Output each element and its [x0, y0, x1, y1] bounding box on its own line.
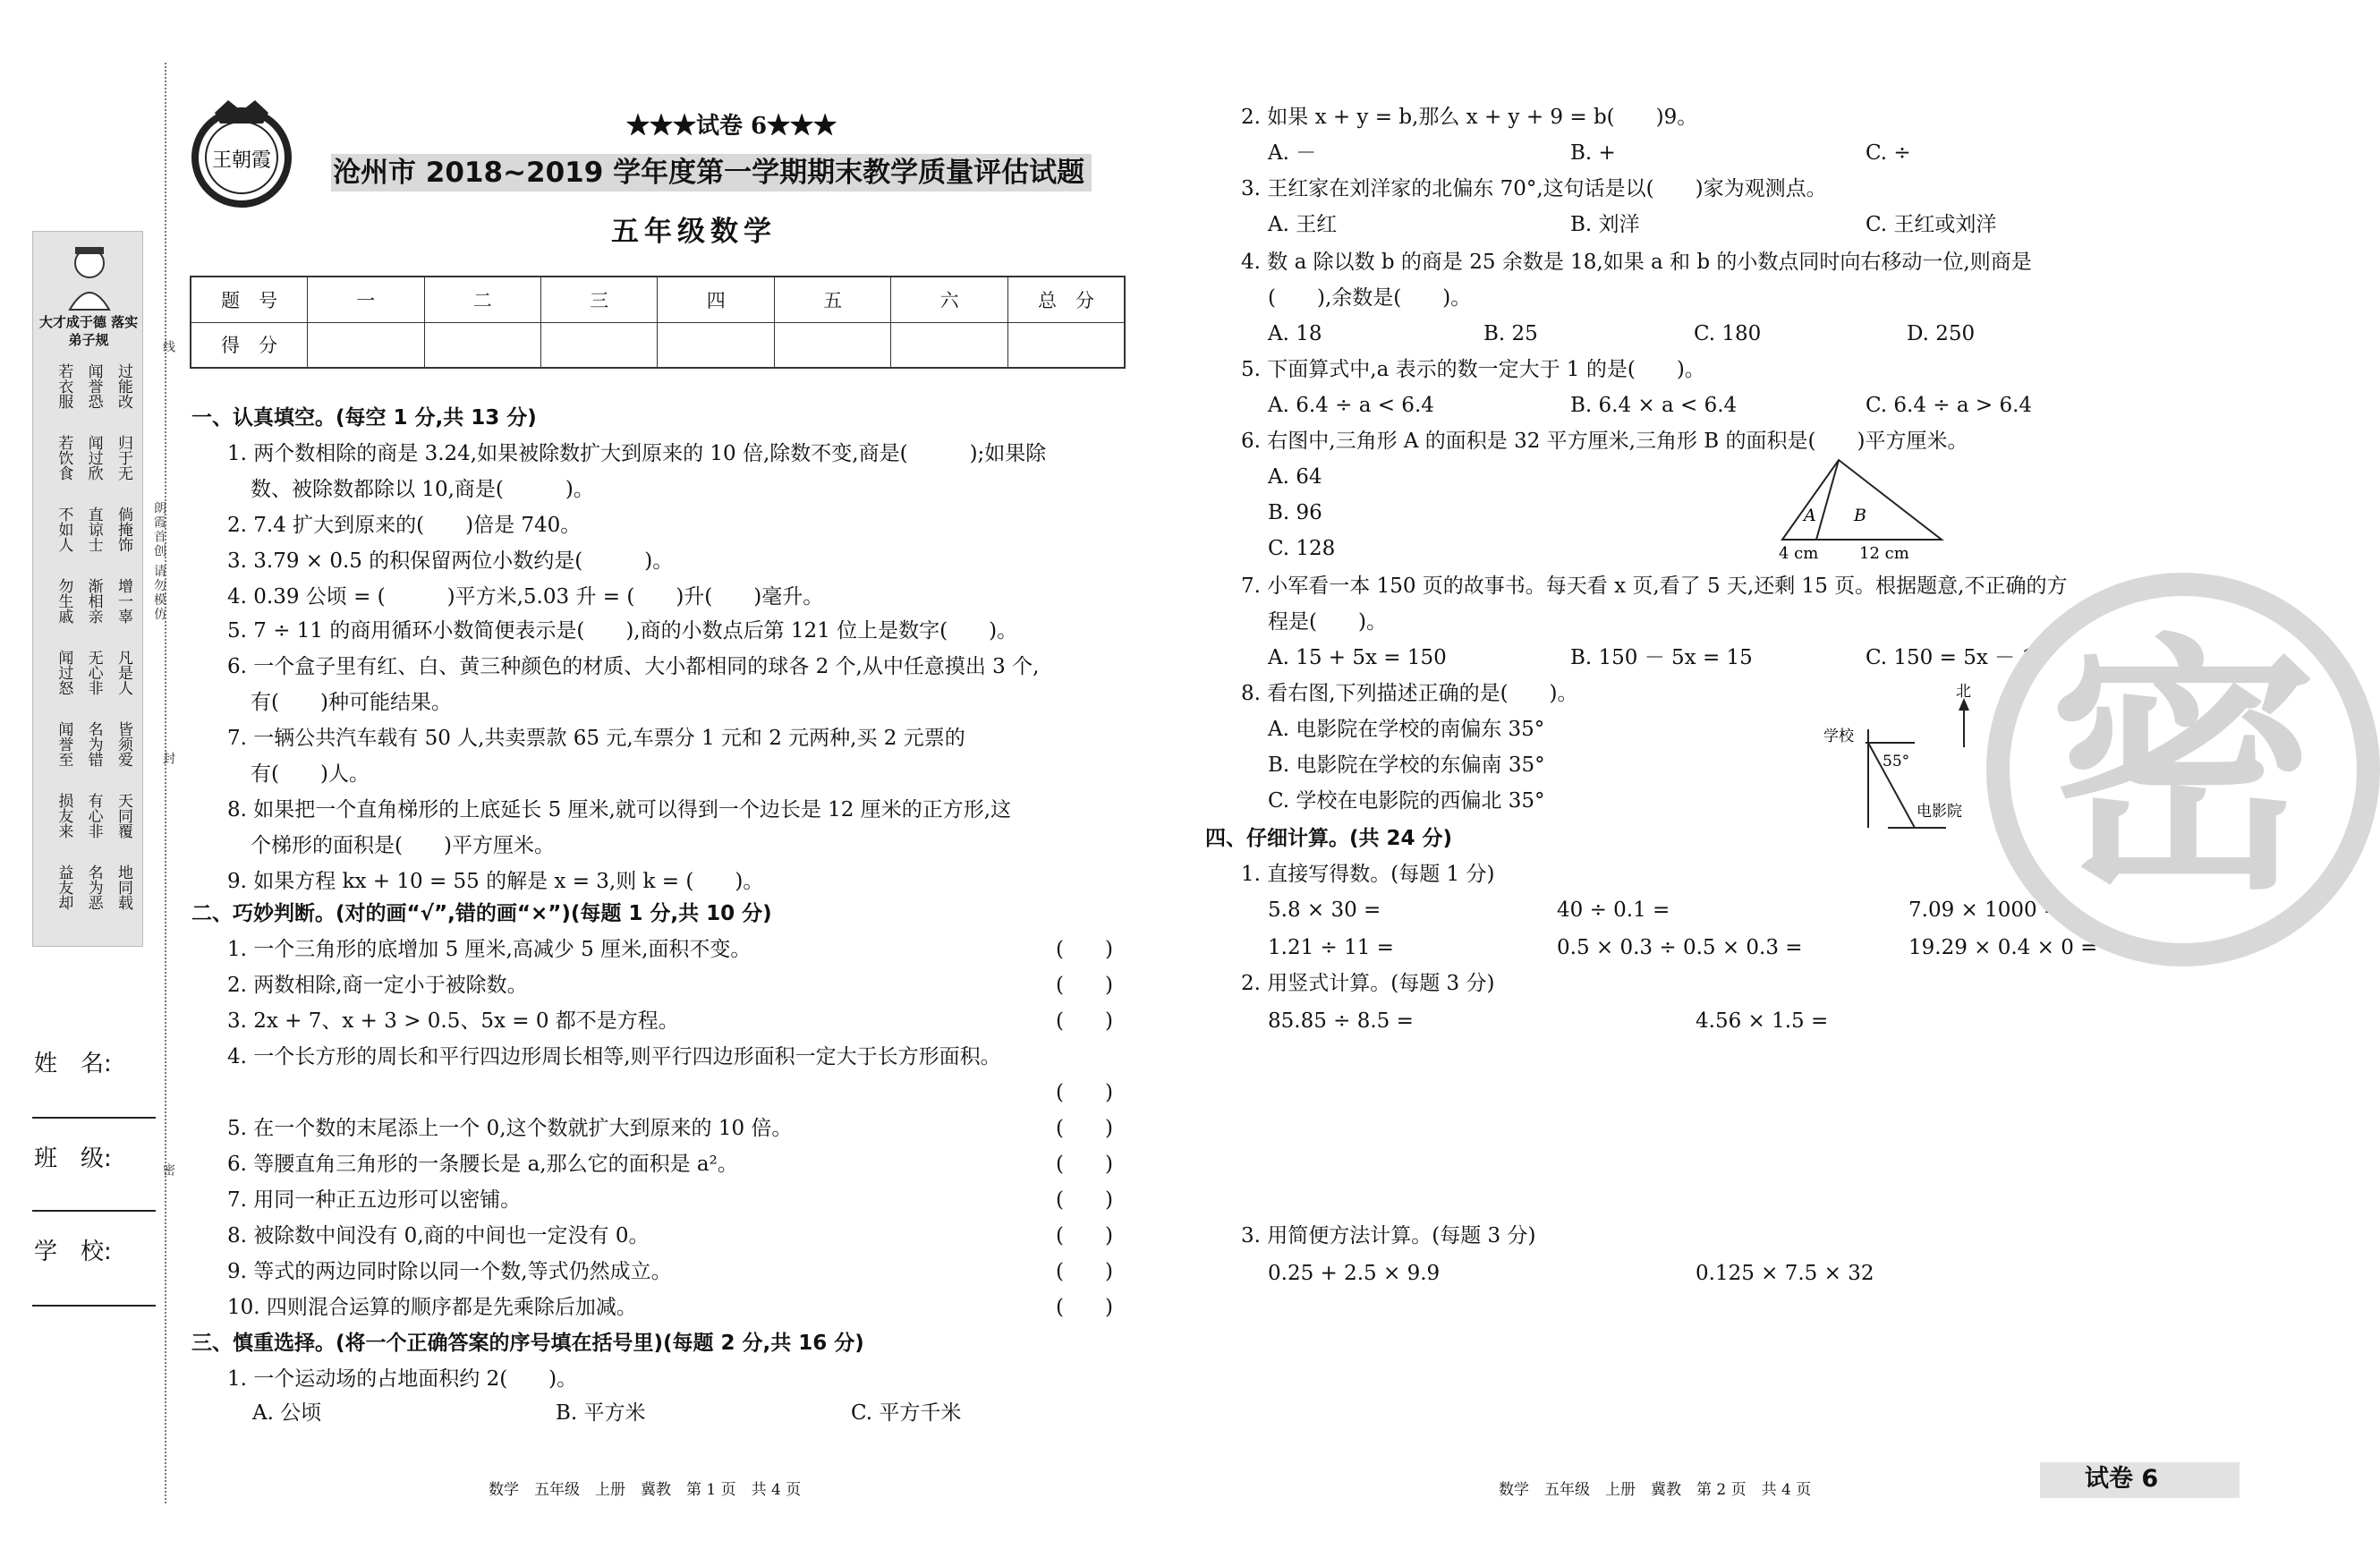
calc-item: 85.85 ÷ 8.5 =: [1268, 1009, 1414, 1033]
direction-figure: [1816, 680, 1995, 841]
question-3-1: 1. 一个运动场的占地面积约 2( )。: [227, 1367, 578, 1391]
answer-paren[interactable]: ( ): [1056, 1224, 1113, 1247]
class-field[interactable]: [32, 1210, 156, 1212]
score-input[interactable]: [891, 322, 1007, 368]
angle-label: 55°: [1883, 753, 1910, 770]
seal-mark-mi: 密: [161, 1163, 175, 1178]
fill-question: 有( )种可能结果。: [251, 691, 452, 714]
triangle-figure: [1772, 455, 1951, 562]
length-12cm: 12 cm: [1859, 544, 1909, 563]
option-a[interactable]: A. 6.4 ÷ a < 6.4: [1268, 394, 1434, 417]
score-cell: 一: [308, 277, 424, 322]
calc-part1: 1. 直接写得数。(每题 1 分): [1241, 863, 1495, 886]
judge-question: 10. 四则混合运算的顺序都是先乘除后加减。: [227, 1296, 637, 1319]
judge-question: 2. 两数相除,商一定小于被除数。: [227, 974, 528, 997]
score-input[interactable]: [308, 322, 424, 368]
score-input[interactable]: [658, 322, 774, 368]
exam-title: 沧州市 2018~2019 学年度第一学期期末教学质量评估试题: [333, 157, 1085, 189]
score-cell: 二: [424, 277, 540, 322]
option-c[interactable]: C. 平方千米: [851, 1401, 962, 1425]
calc-item: 5.8 × 30 =: [1268, 898, 1381, 922]
judge-question: 1. 一个三角形的底增加 5 厘米,高减少 5 厘米,面积不变。: [227, 938, 752, 961]
question-3-6: 6. 右图中,三角形 A 的面积是 32 平方厘米,三角形 B 的面积是( )平方厘米。: [1241, 430, 1968, 453]
fill-question: 3. 3.79 × 0.5 的积保留两位小数约是( )。: [227, 549, 674, 573]
section1-title: 一、认真填空。(每空 1 分,共 13 分): [191, 406, 537, 430]
judge-question: 9. 等式的两边同时除以同一个数,等式仍然成立。: [227, 1260, 672, 1283]
fill-question: 6. 一个盒子里有红、白、黄三种颜色的材质、大小都相同的球各 2 个,从中任意摸出 3 个,: [227, 655, 1040, 678]
option-a[interactable]: A. 电影院在学校的南偏东 35°: [1268, 718, 1545, 741]
section2-title: 二、巧妙判断。(对的画“√”,错的画“×”)(每题 1 分,共 10 分): [191, 902, 772, 925]
score-cell: 三: [541, 277, 658, 322]
wangzhaoxia-logo: [188, 93, 304, 218]
question-3-4-cont: ( ),余数是( )。: [1268, 286, 1472, 310]
option-b[interactable]: B. 25: [1483, 322, 1538, 345]
score-input[interactable]: [1007, 322, 1125, 368]
question-3-7-cont: 程是( )。: [1268, 610, 1387, 634]
calc-part2: 2. 用竖式计算。(每题 3 分): [1241, 972, 1495, 995]
motto-column: 增一辜: [114, 578, 132, 624]
option-c[interactable]: C. 学校在电影院的西偏北 35°: [1268, 789, 1545, 813]
school-label: 学 校:: [34, 1239, 112, 1265]
option-c[interactable]: C. 180: [1694, 322, 1762, 345]
score-cell: 四: [658, 277, 774, 322]
option-a[interactable]: A. 18: [1268, 322, 1322, 345]
calc-item: 40 ÷ 0.1 =: [1557, 898, 1670, 922]
motto-column: 闻誉至: [55, 721, 73, 767]
motto-column: 勿生戚: [55, 578, 73, 624]
motto-column: 天同覆: [114, 793, 132, 839]
option-b[interactable]: B. 6.4 × a < 6.4: [1570, 394, 1738, 417]
calc-part3: 3. 用简便方法计算。(每题 3 分): [1241, 1224, 1536, 1247]
question-3-3: 3. 王红家在刘洋家的北偏东 70°,这句话是以( )家为观测点。: [1241, 177, 1827, 200]
score-input[interactable]: [541, 322, 658, 368]
scholar-icon: [54, 240, 125, 311]
answer-paren[interactable]: ( ): [1056, 1153, 1113, 1176]
seal-mark-xian: 线: [161, 340, 175, 354]
seal-mark-feng: 封: [161, 752, 175, 766]
footer-right: 数学 五年级 上册 冀教 第 2 页 共 4 页: [1499, 1481, 1812, 1499]
fold-line: [165, 63, 166, 1503]
name-label: 姓 名:: [34, 1051, 112, 1077]
fill-question: 个梯形的面积是( )平方厘米。: [251, 834, 555, 857]
motto-column: 名为错: [84, 721, 103, 767]
fill-question: 8. 如果把一个直角梯形的上底延长 5 厘米,就可以得到一个边长是 12 厘米的正方形,这: [227, 798, 1012, 822]
section3-title: 三、慎重选择。(将一个正确答案的序号填在括号里)(每题 2 分,共 16 分): [191, 1332, 864, 1355]
score-cell: 五: [774, 277, 890, 322]
motto-column: 凡是人: [114, 650, 132, 695]
motto-column: 直谅士: [84, 507, 103, 552]
judge-question: 7. 用同一种正五边形可以密铺。: [227, 1188, 522, 1212]
option-b[interactable]: B. +: [1570, 141, 1616, 165]
answer-paren[interactable]: ( ): [1056, 1296, 1113, 1319]
question-3-2: 2. 如果 x + y = b,那么 x + y + 9 = b( )9。: [1241, 106, 1698, 129]
school-field[interactable]: [32, 1305, 156, 1307]
option-b[interactable]: B. 电影院在学校的东偏南 35°: [1268, 753, 1545, 777]
answer-paren[interactable]: ( ): [1056, 1081, 1113, 1104]
calc-item: 4.56 × 1.5 =: [1696, 1009, 1829, 1033]
option-c[interactable]: C. 6.4 ÷ a > 6.4: [1866, 394, 2033, 417]
fill-question: 5. 7 ÷ 11 的商用循环小数简便表示是( ),商的小数点后第 121 位上是数字( )。: [227, 619, 1018, 643]
motto-column: 闻过怒: [55, 650, 73, 695]
question-3-5: 5. 下面算式中,a 表示的数一定大于 1 的是( )。: [1241, 358, 1705, 381]
school-label: 学校: [1823, 728, 1854, 745]
judge-question: 4. 一个长方形的周长和平行四边形周长相等,则平行四边形面积一定大于长方形面积。: [227, 1045, 1001, 1068]
vertical-note: 朗霞首创 请勿模仿: [152, 501, 166, 622]
paper-tag: 试卷 6: [2085, 1465, 2159, 1493]
option-a[interactable]: A. 64: [1268, 465, 1322, 489]
judge-question: 6. 等腰直角三角形的一条腰长是 a,那么它的面积是 a²。: [227, 1153, 738, 1176]
calc-item: 0.25 + 2.5 × 9.9: [1268, 1262, 1441, 1285]
motto-column: 过能改: [114, 363, 132, 409]
motto-column: 益友却: [55, 864, 73, 910]
class-label: 班 级:: [34, 1145, 112, 1172]
option-a[interactable]: A. 公顷: [252, 1401, 322, 1425]
motto-column: 地同载: [114, 864, 132, 910]
answer-paren[interactable]: ( ): [1056, 1009, 1113, 1033]
motto-column: 有心非: [84, 793, 103, 839]
motto-column: 闻过欣: [84, 435, 103, 481]
motto-heading: 大才成于德 落实弟子规: [38, 314, 139, 348]
fill-question: 9. 如果方程 kx + 10 = 55 的解是 x = 3,则 k = ( )。: [227, 870, 764, 893]
calc-item: 1.21 ÷ 11 =: [1268, 936, 1394, 959]
judge-question: 5. 在一个数的末尾添上一个 0,这个数就扩大到原来的 10 倍。: [227, 1117, 793, 1140]
cinema-label: 电影院: [1917, 803, 1962, 821]
footer-left: 数学 五年级 上册 冀教 第 1 页 共 4 页: [489, 1481, 802, 1499]
judge-question: 8. 被除数中间没有 0,商的中间也一定没有 0。: [227, 1224, 650, 1247]
option-a[interactable]: A. 王红: [1268, 213, 1338, 236]
judge-question: 3. 2x + 7、x + 3 > 0.5、5x = 0 都不是方程。: [227, 1009, 679, 1033]
option-a[interactable]: A. －: [1268, 141, 1317, 165]
score-cell: 题 号: [191, 277, 308, 322]
motto-column: 闻誉恐: [84, 363, 103, 409]
motto-column: 损友来: [55, 793, 73, 839]
motto-column: 若饮食: [55, 435, 73, 481]
option-a[interactable]: A. 15 + 5x = 150: [1268, 646, 1447, 669]
question-3-7: 7. 小军看一本 150 页的故事书。每天看 x 页,看了 5 天,还剩 15 页。根据题意,不正确的方: [1241, 575, 2068, 598]
score-value-row: [191, 322, 1125, 368]
score-cell: 总 分: [1007, 277, 1125, 322]
option-b[interactable]: B. 150 － 5x = 15: [1570, 646, 1753, 669]
score-header-row: [191, 277, 1125, 322]
motto-columns: [43, 358, 132, 931]
score-cell: 六: [891, 277, 1007, 322]
option-c[interactable]: C. 150 = 5x － 15: [1866, 646, 2048, 669]
motto-column: 皆须爱: [114, 721, 132, 767]
answer-paren[interactable]: ( ): [1056, 1260, 1113, 1283]
fill-question: 4. 0.39 公顷 = ( )平方米,5.03 升 = ( )升( )毫升。: [227, 585, 824, 609]
option-b[interactable]: B. 刘洋: [1570, 213, 1640, 236]
fill-question: 7. 一辆公共汽车载有 50 人,共卖票款 65 元,车票分 1 元和 2 元两种,买 2 元票的: [227, 727, 965, 750]
fill-question: 1. 两个数相除的商是 3.24,如果被除数扩大到原来的 10 倍,除数不变,商是( );如果除: [227, 442, 1047, 465]
length-4cm: 4 cm: [1779, 544, 1819, 563]
seal-stamp-glyph: 密: [2049, 613, 2317, 925]
motto-column: 渐相亲: [84, 578, 103, 624]
motto-column: 不如人: [55, 507, 73, 552]
question-3-4: 4. 数 a 除以数 b 的商是 25 余数是 18,如果 a 和 b 的小数点同时向右移动一位,则商是: [1241, 251, 2032, 274]
question-3-8: 8. 看右图,下列描述正确的是( )。: [1241, 682, 1578, 705]
motto-column: 倘掩饰: [114, 507, 132, 552]
answer-paren[interactable]: ( ): [1056, 1117, 1113, 1140]
motto-column: 归于无: [114, 435, 132, 481]
answer-paren[interactable]: ( ): [1056, 974, 1113, 997]
option-c[interactable]: C. 王红或刘洋: [1866, 213, 1997, 236]
section4-title: 四、仔细计算。(共 24 分): [1205, 827, 1453, 850]
motto-column: 若衣服: [55, 363, 73, 409]
calc-item: 7.09 × 1000 =: [1908, 898, 2061, 922]
triangle-b-label: B: [1854, 506, 1866, 525]
option-b[interactable]: B. 96: [1268, 501, 1322, 524]
option-d[interactable]: D. 250: [1907, 322, 1976, 345]
fill-question: 数、被除数都除以 10,商是( )。: [251, 478, 594, 501]
score-label: 得 分: [191, 322, 308, 368]
answer-paren[interactable]: ( ): [1056, 938, 1113, 961]
logo-text: 王朝霞: [211, 149, 272, 172]
score-table: [190, 276, 1126, 369]
fill-question: 2. 7.4 扩大到原来的( )倍是 740。: [227, 514, 582, 537]
triangle-a-label: A: [1804, 506, 1816, 525]
motto-column: 无心非: [84, 650, 103, 695]
north-label: 北: [1956, 683, 1971, 701]
calc-item: 0.125 × 7.5 × 32: [1696, 1262, 1874, 1285]
name-field[interactable]: [32, 1117, 156, 1119]
score-input[interactable]: [424, 322, 540, 368]
fill-question: 有( )人。: [251, 762, 370, 786]
exam-number: ★★★试卷 6★★★: [626, 113, 837, 140]
motto-column: 名为恶: [84, 864, 103, 910]
score-input[interactable]: [774, 322, 890, 368]
calc-item: 19.29 × 0.4 × 0 =: [1908, 936, 2098, 959]
calc-item: 0.5 × 0.3 ÷ 0.5 × 0.3 =: [1557, 936, 1803, 959]
answer-paren[interactable]: ( ): [1056, 1188, 1113, 1212]
exam-subtitle: 五年级数学: [611, 216, 777, 248]
option-c[interactable]: C. ÷: [1866, 141, 1911, 165]
option-c[interactable]: C. 128: [1268, 537, 1336, 560]
option-b[interactable]: B. 平方米: [556, 1401, 646, 1425]
